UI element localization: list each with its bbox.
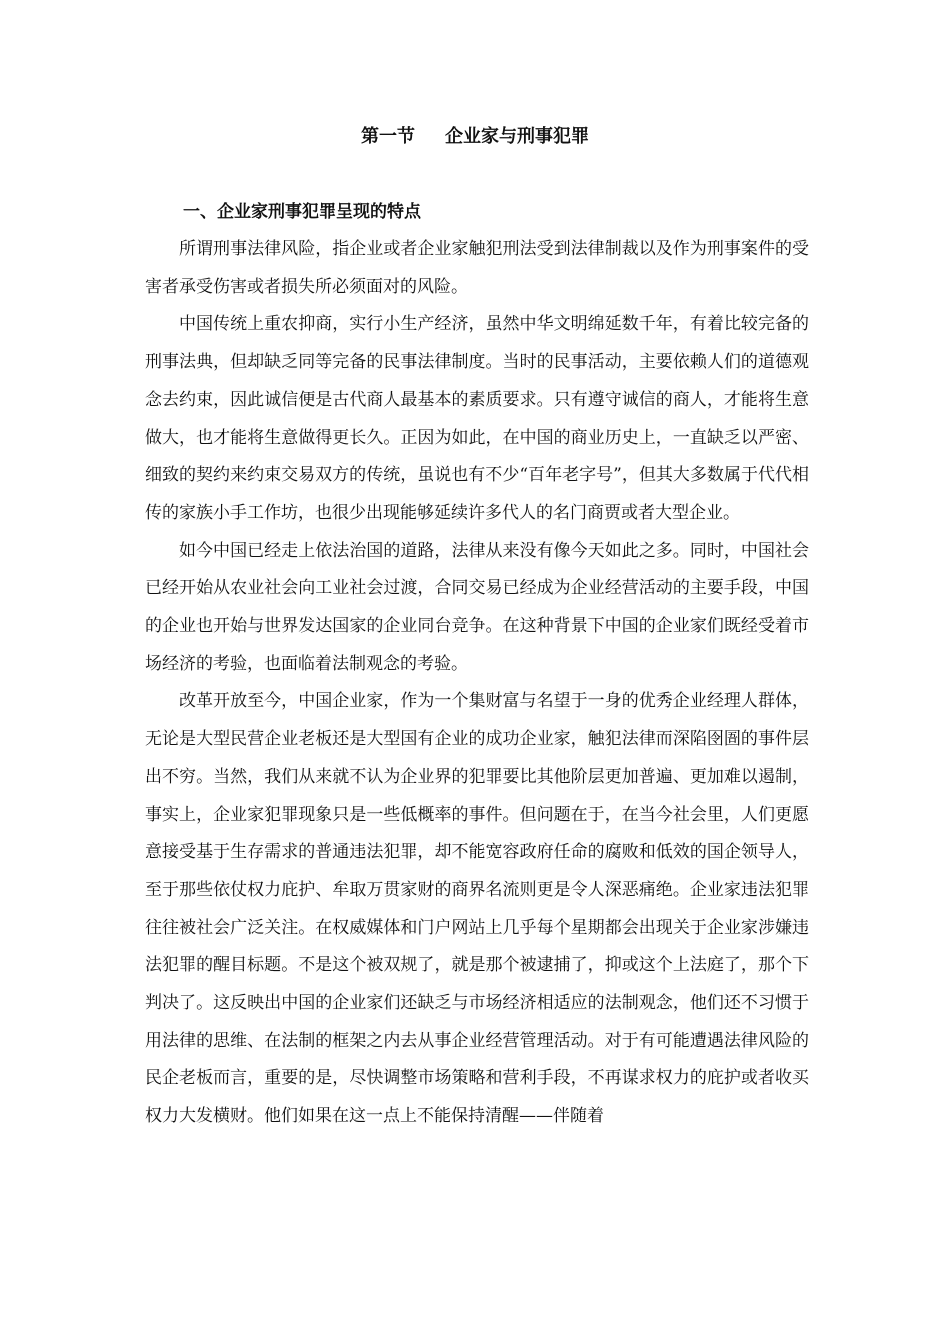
paragraph-4: 改革开放至今，中国企业家，作为一个集财富与名望于一身的优秀企业经理人群体，无论是大型民营企业老板还是大型国有企业的成功企业家，触犯法律而深陷囹圄的事件层出不穷。当然，我们从来就不认为企业界的犯罪要比其他阶层更加普遍、更加难以遏制，事实上，企业家犯罪现象只是一些低概率的事件。但问题在于，在当今社会里，人们更愿意接受基于生存需求的普通违法犯罪，却不能宽容政府任命的腐败和低效的国企领导人，至于那些依仗权力庇护、牟取万贯家财的商界名流则更是令人深恶痛绝。企业家违法犯罪往往被社会广泛关注。在权威媒体和门户网站上几乎每个星期都会出现关于企业家涉嫌违法犯罪的醒目标题。不是这个被双规了，就是那个被逮捕了，抑或这个上法庭了，那个下判决了。这反映出中国的企业家们还缺乏与市场经济相适应的法制观念，他们还不习惯于用法律的思维、在法制的框架之内去从事企业经营管理活动。对于有可能遭遇法律风险的民企老板而言，重要的是，尽快调整市场策略和营利手段，不再谋求权力的庇护或者收买权力大发横财。他们如果在这一点上不能保持清醒——伴随着 bbox=[145, 691, 809, 1127]
section-name: 企业家与刑事犯罪 bbox=[445, 126, 589, 147]
paragraph-1: 所谓刑事法律风险，指企业或者企业家触犯刑法受到法律制裁以及作为刑事案件的受害者承受伤害或者损失所必须面对的风险。 bbox=[145, 239, 809, 297]
section-title bbox=[0, 124, 950, 150]
section-number: 第一节 bbox=[361, 126, 415, 147]
paragraph-2: 中国传统上重农抑商，实行小生产经济，虽然中华文明绵延数千年，有着比较完备的刑事法典，但却缺乏同等完备的民事法律制度。当时的民事活动，主要依赖人们的道德观念去约束，因此诚信便是古代商人最基本的素质要求。只有遵守诚信的商人，才能将生意做大，也才能将生意做得更长久。正因为如此，在中国的商业历史上，一直缺乏以严密、细致的契约来约束交易双方的传统，虽说也有不少“百年老字号”，但其大多数属于代代相传的家族小手工作坊，也很少出现能够延续许多代人的名门商贾或者大型企业。 bbox=[145, 314, 809, 523]
paragraph-3: 如今中国已经走上依法治国的道路，法律从来没有像今天如此之多。同时，中国社会已经开始从农业社会向工业社会过渡，合同交易已经成为企业经营活动的主要手段，中国的企业也开始与世界发达国家的企业同台竞争。在这种背景下中国的企业家们既经受着市场经济的考验，也面临着法制观念的考验。 bbox=[145, 540, 809, 674]
body-text bbox=[145, 231, 809, 1136]
subheading: 一、企业家刑事犯罪呈现的特点 bbox=[183, 202, 421, 222]
